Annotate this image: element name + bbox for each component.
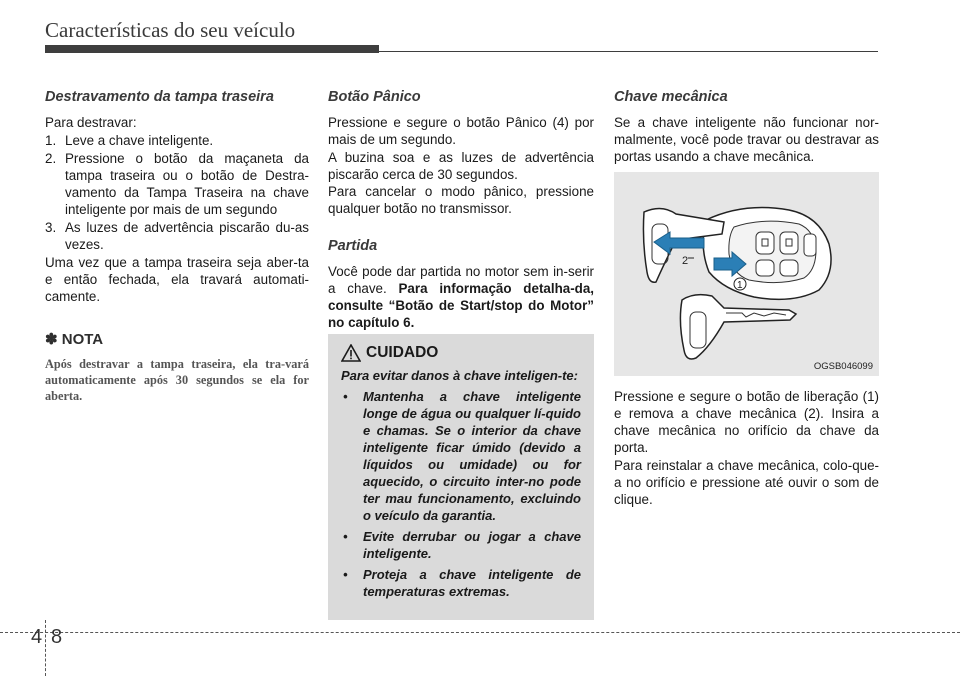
- header-bar: [45, 45, 379, 53]
- start-heading: Partida: [328, 238, 378, 254]
- footer-rule: [0, 632, 960, 633]
- tailgate-heading: Destravamento da tampa traseira: [45, 89, 274, 105]
- step-text: Leve a chave inteligente.: [65, 133, 214, 148]
- caution-item: [341, 528, 581, 562]
- mechanical-key-bottom: [680, 295, 796, 359]
- caution-title: [341, 344, 581, 362]
- note-text: Após destravar a tampa traseira, ela tra-vará automaticamente após 30 segundos se ela for aberta.: [45, 357, 309, 403]
- instruction-paragraph-1: Pressione e segure o botão de liberação (1) e remova a chave mecânica (2). Insira a chave mecânica no orifício da chave da porta.: [614, 389, 879, 455]
- warning-icon: [341, 344, 361, 362]
- step-number: 2.: [45, 151, 57, 166]
- bullet: •: [343, 389, 348, 404]
- caution-item-text: Evite derrubar ou jogar a chave inteligente.: [363, 529, 581, 561]
- callout-1: 1: [737, 280, 743, 291]
- step-number: 3.: [45, 220, 57, 235]
- caution-list: [341, 388, 581, 600]
- page-number-page: 8: [51, 626, 63, 648]
- mechanical-key-instructions: [614, 388, 879, 509]
- mechanical-key-heading: Chave mecânica: [614, 89, 728, 105]
- caution-intro: Para evitar danos à chave inteligen-te:: [341, 368, 578, 383]
- caution-title-text: CUIDADO: [366, 344, 439, 361]
- callout-2: 2: [682, 255, 689, 267]
- start-text: Você pode dar partida no motor sem in-serir a chave.: [328, 264, 594, 296]
- middle-column: [328, 88, 594, 332]
- right-column: [614, 88, 879, 166]
- figure-code: OGSB046099: [813, 361, 873, 372]
- caution-item: [341, 566, 581, 600]
- note-title: ✽ NOTA: [45, 331, 104, 348]
- left-column: [45, 88, 309, 404]
- step-item: [45, 219, 309, 253]
- smart-key-figure: [614, 172, 879, 376]
- panic-paragraph-2: A buzina soa e as luzes de advertência piscarão cerca de 30 segundos.: [328, 150, 594, 182]
- step-text: As luzes de advertência piscarão du-as vezes.: [65, 220, 309, 252]
- tailgate-steps: [45, 132, 309, 253]
- bullet: •: [343, 529, 348, 544]
- bullet: •: [343, 567, 348, 582]
- instruction-paragraph-2: Para reinstalar a chave mecânica, colo-que-a no orifício e pressione até ouvir o som de clique.: [614, 458, 879, 507]
- step-number: 1.: [45, 133, 57, 148]
- start-paragraph: [328, 263, 594, 331]
- start-bold-text: Para informação detalha-da, consulte “Botão de Start/stop do Motor” no capítulo 6.: [328, 281, 594, 330]
- panic-paragraph-1: Pressione e segure o botão Pânico (4) por mais de um segundo.: [328, 115, 594, 147]
- mechanical-key-intro: Se a chave inteligente não funcionar nor-malmente, você pode travar ou destravar as portas usando a chave mecânica.: [614, 115, 879, 164]
- panic-heading: Botão Pânico: [328, 89, 421, 105]
- tailgate-intro: Para destravar:: [45, 115, 137, 130]
- tailgate-after: Uma vez que a tampa traseira seja aber-ta e então fechada, ela travará automati-camente.: [45, 255, 309, 304]
- page-number-chapter: 4: [31, 626, 43, 648]
- caution-box: [328, 334, 594, 620]
- smart-key-illustration: [614, 172, 879, 376]
- caution-item: [341, 388, 581, 524]
- step-text: Pressione o botão da maçaneta da tampa traseira ou o botão de Destra-vamento da Tampa Traseira na chave inteligente por mais de um segundo: [65, 151, 309, 217]
- header-rule: [379, 51, 878, 52]
- step-item: [45, 132, 309, 149]
- page-header-title: Características do seu veículo: [45, 18, 296, 42]
- caution-item-text: Proteja a chave inteligente de temperaturas extremas.: [363, 567, 581, 599]
- step-item: [45, 150, 309, 218]
- footer-divider: [45, 620, 46, 676]
- caution-item-text: Mantenha a chave inteligente longe de água ou qualquer lí-quido e chamas. Se o interior da chave inteligente ficar úmido (devido a líquidos ou umidade) ou for aquecido, o circuito inter-no pode ter mau funcionamento, excluindo o veículo da garantia.: [363, 389, 581, 523]
- panic-paragraph-3: Para cancelar o modo pânico, pressione qualquer botão no transmissor.: [328, 184, 594, 216]
